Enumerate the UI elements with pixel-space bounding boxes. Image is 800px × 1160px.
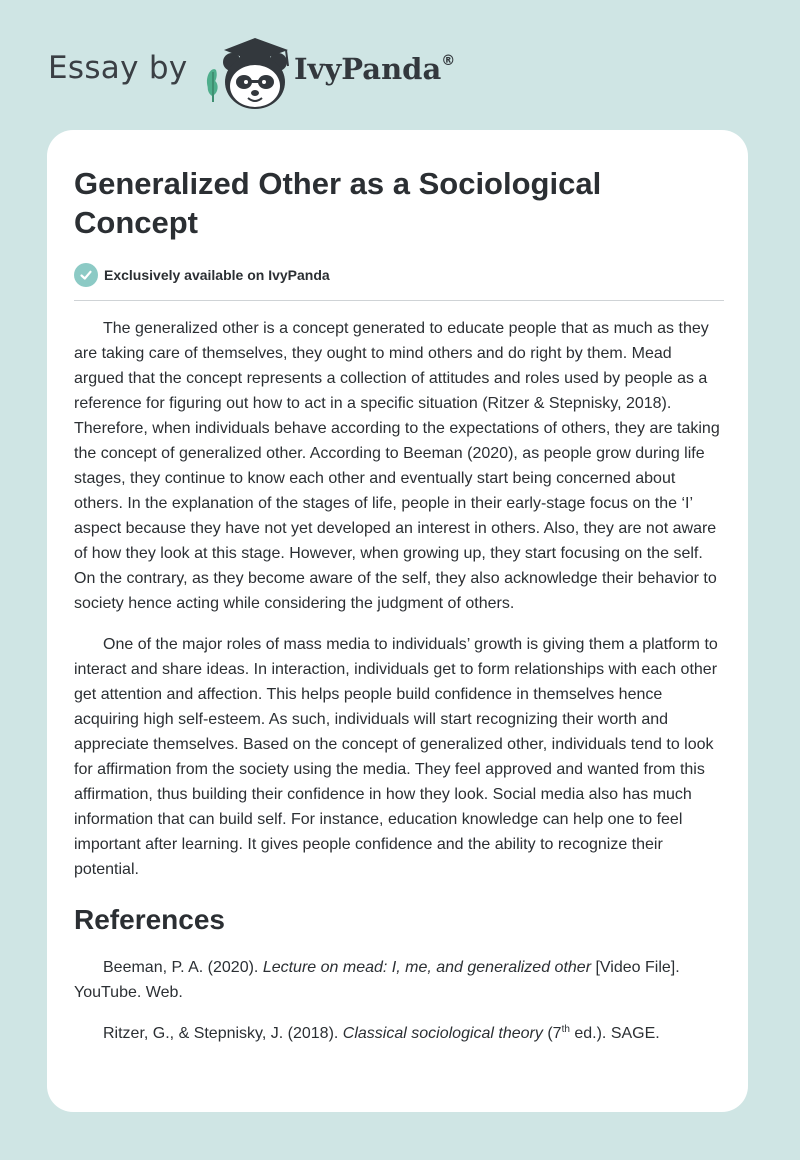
paragraph: The generalized other is a concept generated to educate people that as much as they are taking care of themselves, they ought to mind others and do right by them. Mead argued that the concept represents a collection of attitudes and roles used by people as a reference for figuring out how to act in a specific situation (Ritzer & Stepnisky, 2018). Therefore, when individuals behave according to the expectations of others, they are taking the concept of generalized other. According to Beeman (2020), as people grow during life stages, they continue to know each other and eventually start being concerned about others. In the explanation of the stages of life, people in their early-stage focus on the ‘I’ aspect because they have not yet developed an interest in others. Also, they are not aware of how they look at this stage. However, when growing up, they start focusing on the self. On the contrary, as they become aware of the self, they also acknowledge their behavior to society hence acting while considering the judgment of others. [74,320,720,612]
exclusive-badge [74,262,724,288]
brand-name[interactable] [294,52,455,86]
references-heading: References [74,904,225,935]
registered-mark: ® [441,53,456,69]
reference-text: (7 [542,1025,562,1042]
reference-text: Beeman, P. A. (2020). [103,959,263,976]
page-title: Generalized Other as a Sociological Concept [74,166,602,240]
essay-card [47,130,748,1112]
reference-text: ed.). SAGE. [569,1025,660,1042]
paragraph: One of the major roles of mass media to individuals’ growth is giving them a platform to interact and share ideas. In interaction, individuals get to form relationships with each other get attention and affection. This helps people build confidence in themselves hence acquiring high self-esteem. As such, individuals will start recognizing their worth and appreciate themselves. Based on the concept of generalized other, individuals tend to look for affirmation from the society using the media. They feel approved and wanted from this affirmation, thus building their confidence in how they look. Social media also has much information that can build self. For instance, education knowledge can help one to feel important after learning. It gives people confidence and the ability to recognize their potential. [74,636,718,878]
reference-item [74,955,724,1005]
reference-superscript: th [561,1024,570,1035]
exclusive-label: Exclusively available on IvyPanda [104,267,330,283]
reference-text: [Video File]. YouTube. Web. [74,959,680,1001]
site-header [48,30,748,114]
reference-title: Classical sociological theory [342,1025,543,1042]
references-list [74,955,724,1046]
divider [74,300,724,301]
reference-title: Lecture on mead: I, me, and generalized other [262,959,592,976]
brand-label: IvyPanda [294,52,442,86]
essay-body [74,316,724,882]
essay-by-label: Essay by [48,50,188,86]
panda-logo-icon[interactable] [202,36,294,112]
reference-text: Ritzer, G., & Stepnisky, J. (2018). [103,1025,343,1042]
reference-item [74,1021,724,1046]
check-circle-icon [74,263,98,287]
